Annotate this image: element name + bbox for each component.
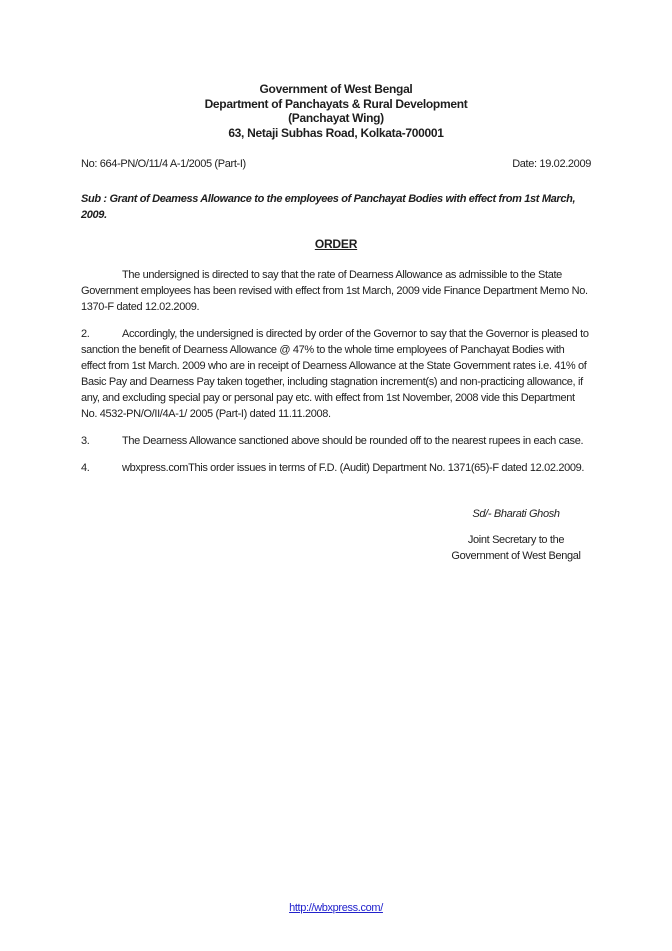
paragraph-2 (81, 326, 591, 422)
paragraph-4 (81, 460, 591, 476)
memo-date: Date: 19.02.2009 (512, 158, 591, 171)
paragraph-2-number: 2. (81, 328, 90, 341)
paragraph-3-number: 3. (81, 435, 90, 448)
subject-line: Sub : Grant of Deamess Allowance to the employees of Panchayat Bodies with effect from 1st March, 2009. (81, 193, 576, 222)
document-content (81, 82, 591, 564)
letterhead-government: Government of West Bengal (259, 82, 413, 96)
paragraph-1 (81, 267, 591, 315)
signature-block (441, 506, 591, 564)
memo-number: No: 664-PN/O/11/4 A-1/2005 (Part-I) (81, 158, 246, 171)
order-heading: ORDER (314, 237, 358, 252)
paragraph-3-text: The Dearness Allowance sanctioned above should be rounded off to the nearest rupees in each case. (122, 435, 584, 448)
letterhead-wing: (Panchayat Wing) (288, 111, 384, 126)
paragraph-1-text: The undersigned is directed to say that the rate of Dearness Allowance as admissible to the State Government employees has been revised with effect from 1st March, 2009 vide Finance Department Memo No. 1370-F dated 12.02.2009. (81, 269, 588, 314)
paragraph-3 (81, 433, 591, 449)
signature-designation-line2: Government of West Bengal (451, 549, 581, 562)
letterhead-address: 63, Netaji Subhas Road, Kolkata-700001 (228, 125, 444, 140)
paragraph-2-text: Accordingly, the undersigned is directed by order of the Governor to say that the Governor is pleased to sanction the benefit of Dearness Allowance @ 47% to the whole time employees of Panchayat Bodies with effect from 1st March. 2009 who are in receipt of Dearness Allowance at the State Government rates i.e. 41% of Basic Pay and Dearness Pay taken together, including stagnation increment(s) and non-practicing allowance, if any, and excluding special pay or personal pay etc. with effect from 1st November, 2008 vide this Department No. 4532-PN/O/II/4A-1/ 2005 (Part-I) dated 11.11.2008. (81, 328, 589, 421)
signature-designation (441, 533, 591, 564)
paragraph-4-text: wbxpress.comThis order issues in terms of F.D. (Audit) Department No. 1371(65)-F dated 12.02.2009. (122, 462, 585, 475)
signature-designation-line1: Joint Secretary to the (467, 534, 565, 547)
signature-name: Sd/- Bharati Ghosh (472, 508, 560, 521)
reference-row (81, 156, 591, 172)
footer-link[interactable]: http://wbxpress.com/ (289, 902, 383, 914)
letterhead-department: Department of Panchayats & Rural Development (204, 96, 468, 111)
letterhead (81, 82, 591, 140)
paragraph-4-number: 4. (81, 462, 90, 475)
page-footer (0, 902, 672, 914)
